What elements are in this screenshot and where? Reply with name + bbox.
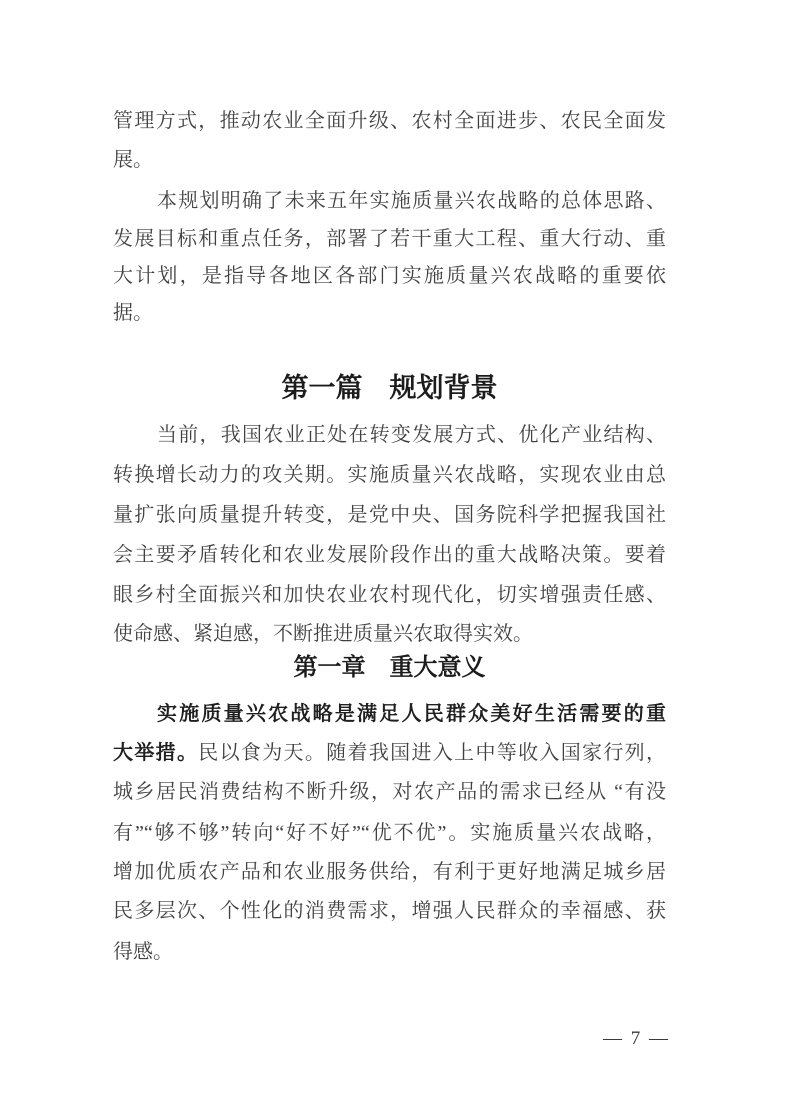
body-line: 管理方式，推动农业全面升级、农村全面进步、农民全面发 xyxy=(113,110,666,132)
body-line: 当前，我国农业正处在转变发展方式、优化产业结构、 xyxy=(157,424,666,446)
body-line xyxy=(113,733,666,773)
body-line: 发展目标和重点任务，部署了若干重大工程、重大行动、重 xyxy=(113,228,666,250)
chapter-heading: 第一章 重大意义 xyxy=(293,654,486,681)
body-line: 增加优质农产品和农业服务供给，有利于更好地满足城乡居 xyxy=(113,861,666,883)
body-text-segment: 民以食为天。随着我国进入上中等收入国家行列， xyxy=(198,742,667,764)
body-line: 有”“够不够”转向“好不好”“优不优”。实施质量兴农战略， xyxy=(113,822,666,844)
body-line: 量扩张向质量提升转变，是党中央、国务院科学把握我国社 xyxy=(113,504,666,526)
body-line: 使命感、紧迫感，不断推进质量兴农取得实效。 xyxy=(113,623,533,645)
body-line: 眼乡村全面振兴和加快农业农村现代化，切实增强责任感、 xyxy=(113,584,666,606)
body-line: 民多层次、个性化的消费需求，增强人民群众的幸福感、获 xyxy=(113,900,666,922)
body-line: 城乡居民消费结构不断升级，对农产品的需求已经从 “有没 xyxy=(113,781,666,803)
body-line: 得感。 xyxy=(113,941,173,963)
body-line-bold: 实施质量兴农战略是满足人民群众美好生活需要的重 xyxy=(157,703,666,725)
body-line: 会主要矛盾转化和农业发展阶段作出的重大战略决策。要着 xyxy=(113,544,666,566)
part-heading: 第一篇 规划背景 xyxy=(281,373,498,403)
bold-lead-segment: 大举措。 xyxy=(113,742,199,764)
body-line: 大计划，是指导各地区各部门实施质量兴农战略的重要依 xyxy=(113,265,666,287)
body-line: 据。 xyxy=(113,302,153,324)
body-line: 展。 xyxy=(113,149,153,171)
page-number: — 7 — xyxy=(603,1028,670,1049)
body-line: 本规划明确了未来五年实施质量兴农战略的总体思路、 xyxy=(157,190,666,212)
body-line: 转换增长动力的攻关期。实施质量兴农战略，实现农业由总 xyxy=(113,464,666,486)
